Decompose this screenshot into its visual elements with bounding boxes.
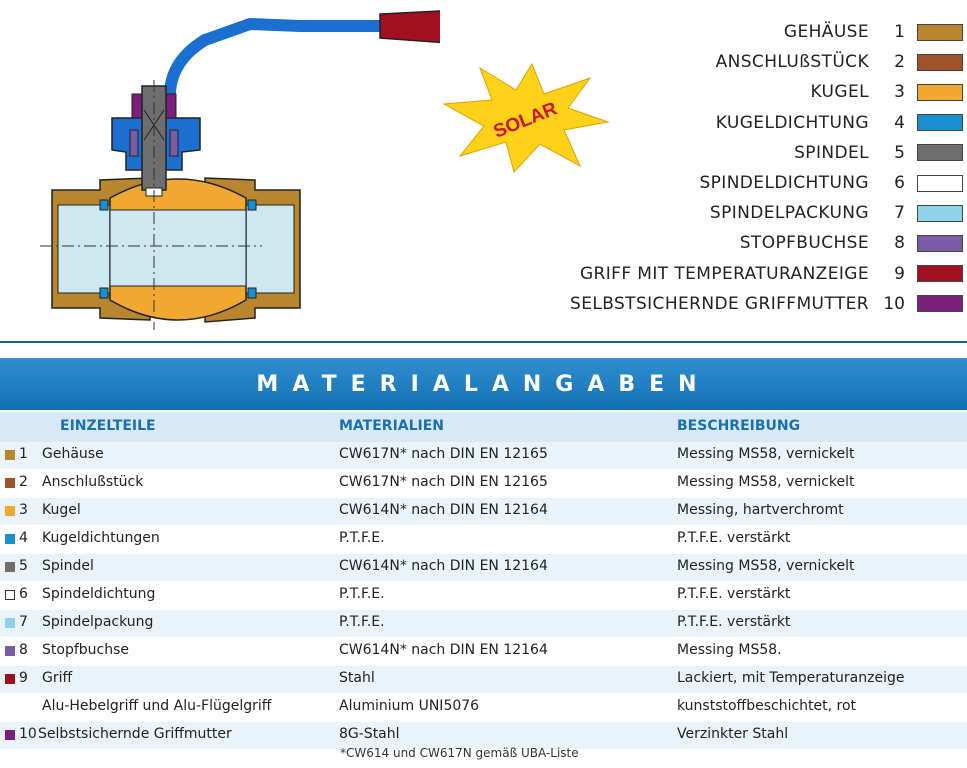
legend-label: GRIFF MIT TEMPERATURANZEIGE bbox=[579, 263, 869, 284]
part-name: Selbstsichernde Griffmutter bbox=[38, 726, 232, 742]
part-color-square bbox=[5, 646, 15, 656]
legend-number: 8 bbox=[894, 233, 905, 254]
part-color-square bbox=[5, 730, 15, 740]
material: P.T.F.E. bbox=[339, 614, 385, 630]
part-name: Spindel bbox=[42, 558, 94, 574]
material: CW617N* nach DIN EN 12165 bbox=[339, 474, 548, 490]
material: P.T.F.E. bbox=[339, 586, 385, 602]
legend-color-swatch bbox=[917, 175, 963, 192]
legend-label: ANSCHLUßSTÜCK bbox=[715, 52, 869, 73]
material: 8G-Stahl bbox=[339, 726, 400, 742]
handle-grip bbox=[380, 10, 440, 44]
part-number: 4 bbox=[19, 530, 28, 546]
legend-label: SPINDEL bbox=[794, 142, 869, 163]
legend-label: SPINDELPACKUNG bbox=[709, 203, 869, 224]
legend-number: 1 bbox=[894, 22, 905, 42]
ball-seal-left-top bbox=[100, 200, 108, 210]
handle-nut-left bbox=[132, 94, 142, 118]
legend-label: KUGELDICHTUNG bbox=[715, 112, 869, 133]
part-number: 7 bbox=[19, 614, 28, 630]
legend-item bbox=[810, 78, 963, 106]
legend-color-swatch bbox=[917, 235, 963, 252]
description: Messing MS58. bbox=[677, 642, 782, 658]
part-number: 6 bbox=[19, 586, 28, 602]
part-name: Kugel bbox=[42, 502, 81, 518]
part-color-square bbox=[5, 674, 15, 684]
part-name: Gehäuse bbox=[42, 446, 104, 462]
legend-number: 2 bbox=[894, 52, 905, 73]
legend-color-swatch bbox=[917, 144, 963, 161]
material: Stahl bbox=[339, 670, 375, 686]
legend-label: GEHÄUSE bbox=[783, 22, 869, 42]
table-title: MATERIALANGABEN bbox=[0, 358, 967, 410]
legend-color-swatch bbox=[917, 205, 963, 222]
legend-label: STOPFBUCHSE bbox=[739, 233, 869, 254]
gland-packing-left bbox=[130, 130, 138, 156]
legend-item bbox=[710, 199, 963, 227]
legend-color-swatch bbox=[917, 114, 963, 131]
solar-badge bbox=[440, 60, 610, 175]
legend-item bbox=[784, 18, 963, 46]
description: Messing MS58, vernickelt bbox=[677, 474, 855, 490]
description: kunststoffbeschichtet, rot bbox=[677, 698, 857, 714]
ball-seal-right-top bbox=[248, 200, 256, 210]
table-row bbox=[0, 498, 967, 526]
material: CW617N* nach DIN EN 12165 bbox=[339, 446, 548, 462]
description: Messing MS58, vernickelt bbox=[677, 558, 855, 574]
part-color-square bbox=[5, 478, 15, 488]
material: Aluminium UNI5076 bbox=[339, 698, 480, 714]
legend-item bbox=[580, 260, 963, 288]
part-name: Spindeldichtung bbox=[42, 586, 156, 602]
material-table-body bbox=[0, 442, 967, 750]
legend-color-swatch bbox=[917, 24, 963, 41]
table-row bbox=[0, 554, 967, 582]
part-color-square bbox=[5, 534, 15, 544]
part-name: Anschlußstück bbox=[42, 474, 144, 490]
legend-label: KUGEL bbox=[810, 82, 869, 103]
description: Messing, hartverchromt bbox=[677, 502, 844, 518]
legend-item bbox=[716, 109, 963, 137]
legend-number: 10 bbox=[883, 293, 905, 314]
material: CW614N* nach DIN EN 12164 bbox=[339, 642, 548, 658]
part-number: 2 bbox=[19, 474, 28, 490]
handle-nut-right bbox=[166, 94, 176, 118]
part-number: 5 bbox=[19, 558, 28, 574]
part-name: Kugeldichtungen bbox=[42, 530, 160, 546]
legend-number: 5 bbox=[894, 142, 905, 163]
part-name: Stopfbuchse bbox=[42, 642, 129, 658]
legend-number: 6 bbox=[894, 173, 905, 193]
ball-seal-right-bottom bbox=[248, 288, 256, 298]
table-row bbox=[0, 526, 967, 554]
part-number: 10 bbox=[19, 726, 37, 742]
header-parts: EINZELTEILE bbox=[60, 418, 156, 434]
table-row bbox=[0, 442, 967, 470]
description: Verzinkter Stahl bbox=[677, 726, 789, 742]
legend-item bbox=[699, 169, 963, 197]
solar-badge-text: SOLAR bbox=[490, 98, 561, 143]
legend-item bbox=[716, 48, 963, 76]
legend-number: 9 bbox=[894, 263, 905, 284]
valve-cross-section-diagram bbox=[0, 0, 440, 340]
part-name: Griff bbox=[42, 670, 73, 686]
part-name: Spindelpackung bbox=[42, 614, 154, 630]
part-number: 3 bbox=[19, 502, 28, 518]
legend-color-swatch bbox=[917, 84, 963, 101]
legend-number: 3 bbox=[894, 82, 905, 103]
description: Messing MS58, vernickelt bbox=[677, 446, 855, 462]
legend-label: SPINDELDICHTUNG bbox=[699, 173, 869, 193]
legend-label: SELBSTSICHERNDE GRIFFMUTTER bbox=[570, 293, 869, 314]
legend-number: 7 bbox=[894, 203, 905, 224]
table-row bbox=[0, 582, 967, 610]
handle-lever bbox=[170, 24, 385, 118]
table-header bbox=[0, 412, 967, 442]
legend-item bbox=[570, 290, 963, 318]
table-row bbox=[0, 470, 967, 498]
table-row bbox=[0, 694, 967, 722]
ball-seal-left-bottom bbox=[100, 288, 108, 298]
part-name: Alu-Hebelgriff und Alu-Flügelgriff bbox=[42, 698, 272, 714]
part-color-square bbox=[5, 562, 15, 572]
description: P.T.F.E. verstärkt bbox=[677, 530, 791, 546]
header-description: BESCHREIBUNG bbox=[677, 418, 801, 434]
part-color-square bbox=[5, 618, 15, 628]
legend-color-swatch bbox=[917, 54, 963, 71]
material: P.T.F.E. bbox=[339, 530, 385, 546]
description: Lackiert, mit Temperaturanzeige bbox=[677, 670, 905, 686]
material: CW614N* nach DIN EN 12164 bbox=[339, 502, 548, 518]
description: P.T.F.E. verstärkt bbox=[677, 586, 791, 602]
part-number: 8 bbox=[19, 642, 28, 658]
table-row bbox=[0, 666, 967, 694]
part-color-square bbox=[5, 590, 15, 600]
legend-color-swatch bbox=[917, 265, 963, 282]
ball-bore bbox=[110, 210, 246, 286]
legend-number: 4 bbox=[894, 112, 905, 133]
legend-item bbox=[740, 229, 963, 257]
material: CW614N* nach DIN EN 12164 bbox=[339, 558, 548, 574]
part-color-square bbox=[5, 506, 15, 516]
legend-item bbox=[794, 139, 963, 167]
table-row bbox=[0, 638, 967, 666]
gland-packing-right bbox=[170, 130, 178, 156]
description: P.T.F.E. verstärkt bbox=[677, 614, 791, 630]
header-materials: MATERIALIEN bbox=[339, 418, 445, 434]
legend-color-swatch bbox=[917, 295, 963, 312]
table-row bbox=[0, 610, 967, 638]
part-number: 9 bbox=[19, 670, 28, 686]
section-divider bbox=[0, 341, 967, 343]
part-color-square bbox=[5, 450, 15, 460]
footnote: *CW614 und CW617N gemäß UBA-Liste bbox=[340, 746, 579, 760]
part-number: 1 bbox=[19, 446, 28, 462]
